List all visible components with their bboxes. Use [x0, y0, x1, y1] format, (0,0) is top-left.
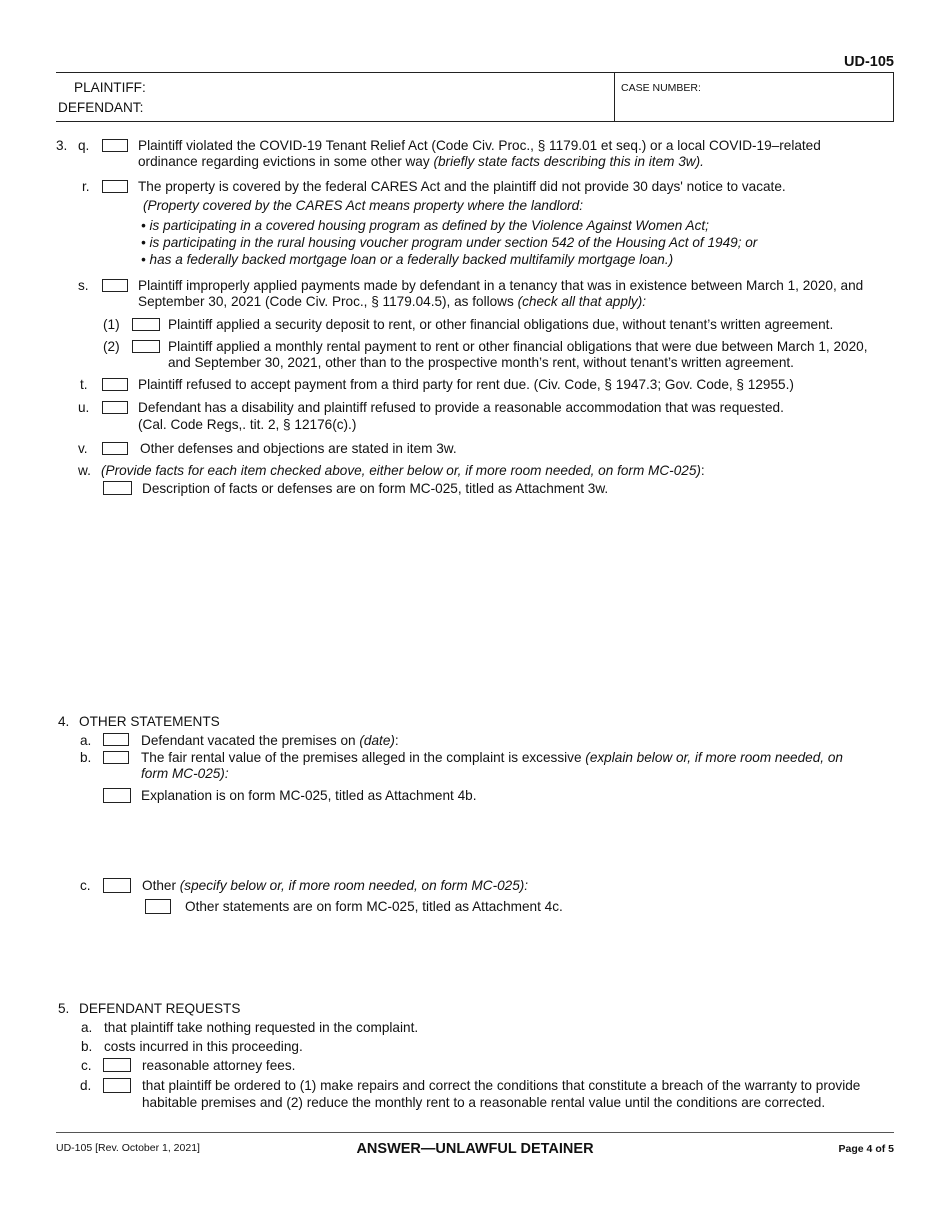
item3u-text-2: (Cal. Code Regs,. tit. 2, § 12176(c).) — [138, 417, 357, 432]
item4c-text: Other (specify below or, if more room needed, on form MC-025): — [142, 878, 529, 893]
item3s-sub1-checkbox[interactable] — [132, 318, 160, 331]
item3r-letter: r. — [82, 179, 90, 194]
item3s-sub1-number: (1) — [103, 317, 120, 332]
item3t-letter: t. — [80, 377, 88, 392]
item3w-letter: w. — [78, 463, 91, 478]
case-number-label: CASE NUMBER: — [621, 82, 701, 94]
item3r-text-1: The property is covered by the federal CARES Act and the plaintiff did not provide 30 days' notice to vacate. — [138, 179, 786, 194]
item3s-letter: s. — [78, 278, 89, 293]
item4a-letter: a. — [80, 733, 92, 748]
item3r-bullet-2: • is participating in the rural housing voucher program under section 542 of the Housing Act of 1949; or — [141, 235, 758, 250]
item5c-letter: c. — [81, 1058, 92, 1073]
item5b-text: costs incurred in this proceeding. — [104, 1039, 303, 1054]
item5-heading: DEFENDANT REQUESTS — [79, 1001, 241, 1016]
item4c-attachment-checkbox[interactable] — [145, 899, 171, 914]
item3w-instruction: (Provide facts for each item checked above, either below or, if more room needed, on form MC-025): — [101, 463, 705, 478]
form-number: UD-105 — [844, 54, 894, 70]
item5d-text-1: that plaintiff be ordered to (1) make repairs and correct the conditions that constitute a breach of the warranty to provide — [142, 1078, 861, 1093]
item3q-text-2: ordinance regarding evictions in some other way (briefly state facts describing this in item 3w). — [138, 154, 704, 169]
item4b-letter: b. — [80, 750, 92, 765]
item3s-text-1: Plaintiff improperly applied payments made by defendant in a tenancy that was in existence between March 1, 2020, and — [138, 278, 864, 293]
item3s-sub2-checkbox[interactable] — [132, 340, 160, 353]
defendant-label: DEFENDANT: — [58, 100, 144, 115]
item5d-text-2: habitable premises and (2) reduce the monthly rent to a reasonable rental value until the conditions are corrected. — [142, 1095, 826, 1110]
item5b-letter: b. — [81, 1039, 93, 1054]
footer-title: ANSWER—UNLAWFUL DETAINER — [356, 1141, 594, 1157]
item3v-checkbox[interactable] — [102, 442, 128, 455]
footer-page-number: Page 4 of 5 — [838, 1143, 894, 1155]
item4b-attachment-text: Explanation is on form MC-025, titled as Attachment 4b. — [141, 788, 477, 803]
item3s-text-2: September 30, 2021 (Code Civ. Proc., § 1179.04.5), as follows (check all that apply): — [138, 294, 647, 309]
item3u-checkbox[interactable] — [102, 401, 128, 414]
item3v-letter: v. — [78, 441, 88, 456]
item4c-letter: c. — [80, 878, 91, 893]
item4c-attachment-text: Other statements are on form MC-025, titled as Attachment 4c. — [185, 899, 563, 914]
item3q-letter: q. — [78, 138, 90, 153]
item3s-checkbox[interactable] — [102, 279, 128, 292]
caption-header — [56, 72, 894, 122]
footer-rule — [56, 1132, 894, 1133]
item4c-checkbox[interactable] — [103, 878, 131, 893]
item3u-text-1: Defendant has a disability and plaintiff refused to provide a reasonable accommodation that was requested. — [138, 400, 784, 415]
item4-number: 4. — [58, 714, 70, 729]
item4b-checkbox[interactable] — [103, 751, 129, 764]
item3w-attachment-text: Description of facts or defenses are on form MC-025, titled as Attachment 3w. — [142, 481, 609, 496]
item3s-sub1-text: Plaintiff applied a security deposit to rent, or other financial obligations due, without tenant’s written agreement. — [168, 317, 834, 332]
item5d-checkbox[interactable] — [103, 1078, 131, 1093]
item3r-checkbox[interactable] — [102, 180, 128, 193]
item5c-text: reasonable attorney fees. — [142, 1058, 296, 1073]
item3v-text: Other defenses and objections are stated in item 3w. — [140, 441, 457, 456]
item3u-letter: u. — [78, 400, 90, 415]
item4-heading: OTHER STATEMENTS — [79, 714, 220, 729]
header-divider — [614, 73, 615, 122]
item5a-letter: a. — [81, 1020, 93, 1035]
item3s-sub2-text-1: Plaintiff applied a monthly rental payment to rent or other financial obligations that were due between March 1, 2020, — [168, 339, 868, 354]
item4b-text-2: form MC-025): — [141, 766, 229, 781]
item5c-checkbox[interactable] — [103, 1058, 131, 1072]
item4a-text: Defendant vacated the premises on (date): — [141, 733, 399, 748]
item3-number: 3. — [56, 138, 68, 153]
item5a-text: that plaintiff take nothing requested in the complaint. — [104, 1020, 419, 1035]
item3t-checkbox[interactable] — [102, 378, 128, 391]
item3s-sub2-text-2: and September 30, 2021, other than to the prospective month’s rent, without tenant’s written agreement. — [168, 355, 794, 370]
item5-number: 5. — [58, 1001, 70, 1016]
plaintiff-label: PLAINTIFF: — [74, 80, 146, 95]
item3q-text-1: Plaintiff violated the COVID-19 Tenant Relief Act (Code Civ. Proc., § 1179.01 et seq.) or a local COVID-19–related — [138, 138, 821, 153]
item3q-checkbox[interactable] — [102, 139, 128, 152]
item4a-checkbox[interactable] — [103, 733, 129, 746]
item3r-bullet-1: • is participating in a covered housing program as defined by the Violence Against Women Act; — [141, 218, 709, 233]
item3r-text-2: (Property covered by the CARES Act means property where the landlord: — [143, 198, 583, 213]
footer-revision: UD-105 [Rev. October 1, 2021] — [56, 1142, 200, 1154]
item3w-attachment-checkbox[interactable] — [103, 481, 132, 495]
item3r-bullet-3: • has a federally backed mortgage loan or a federally backed multifamily mortgage loan.) — [141, 252, 674, 267]
item3t-text: Plaintiff refused to accept payment from a third party for rent due. (Civ. Code, § 1947.3; Gov. Code, § 12955.) — [138, 377, 794, 392]
item4b-attachment-checkbox[interactable] — [103, 788, 131, 803]
item5d-letter: d. — [80, 1078, 92, 1093]
item4b-text-1: The fair rental value of the premises alleged in the complaint is excessive (explain below or, if more room needed, on — [141, 750, 843, 765]
item3s-sub2-number: (2) — [103, 339, 120, 354]
